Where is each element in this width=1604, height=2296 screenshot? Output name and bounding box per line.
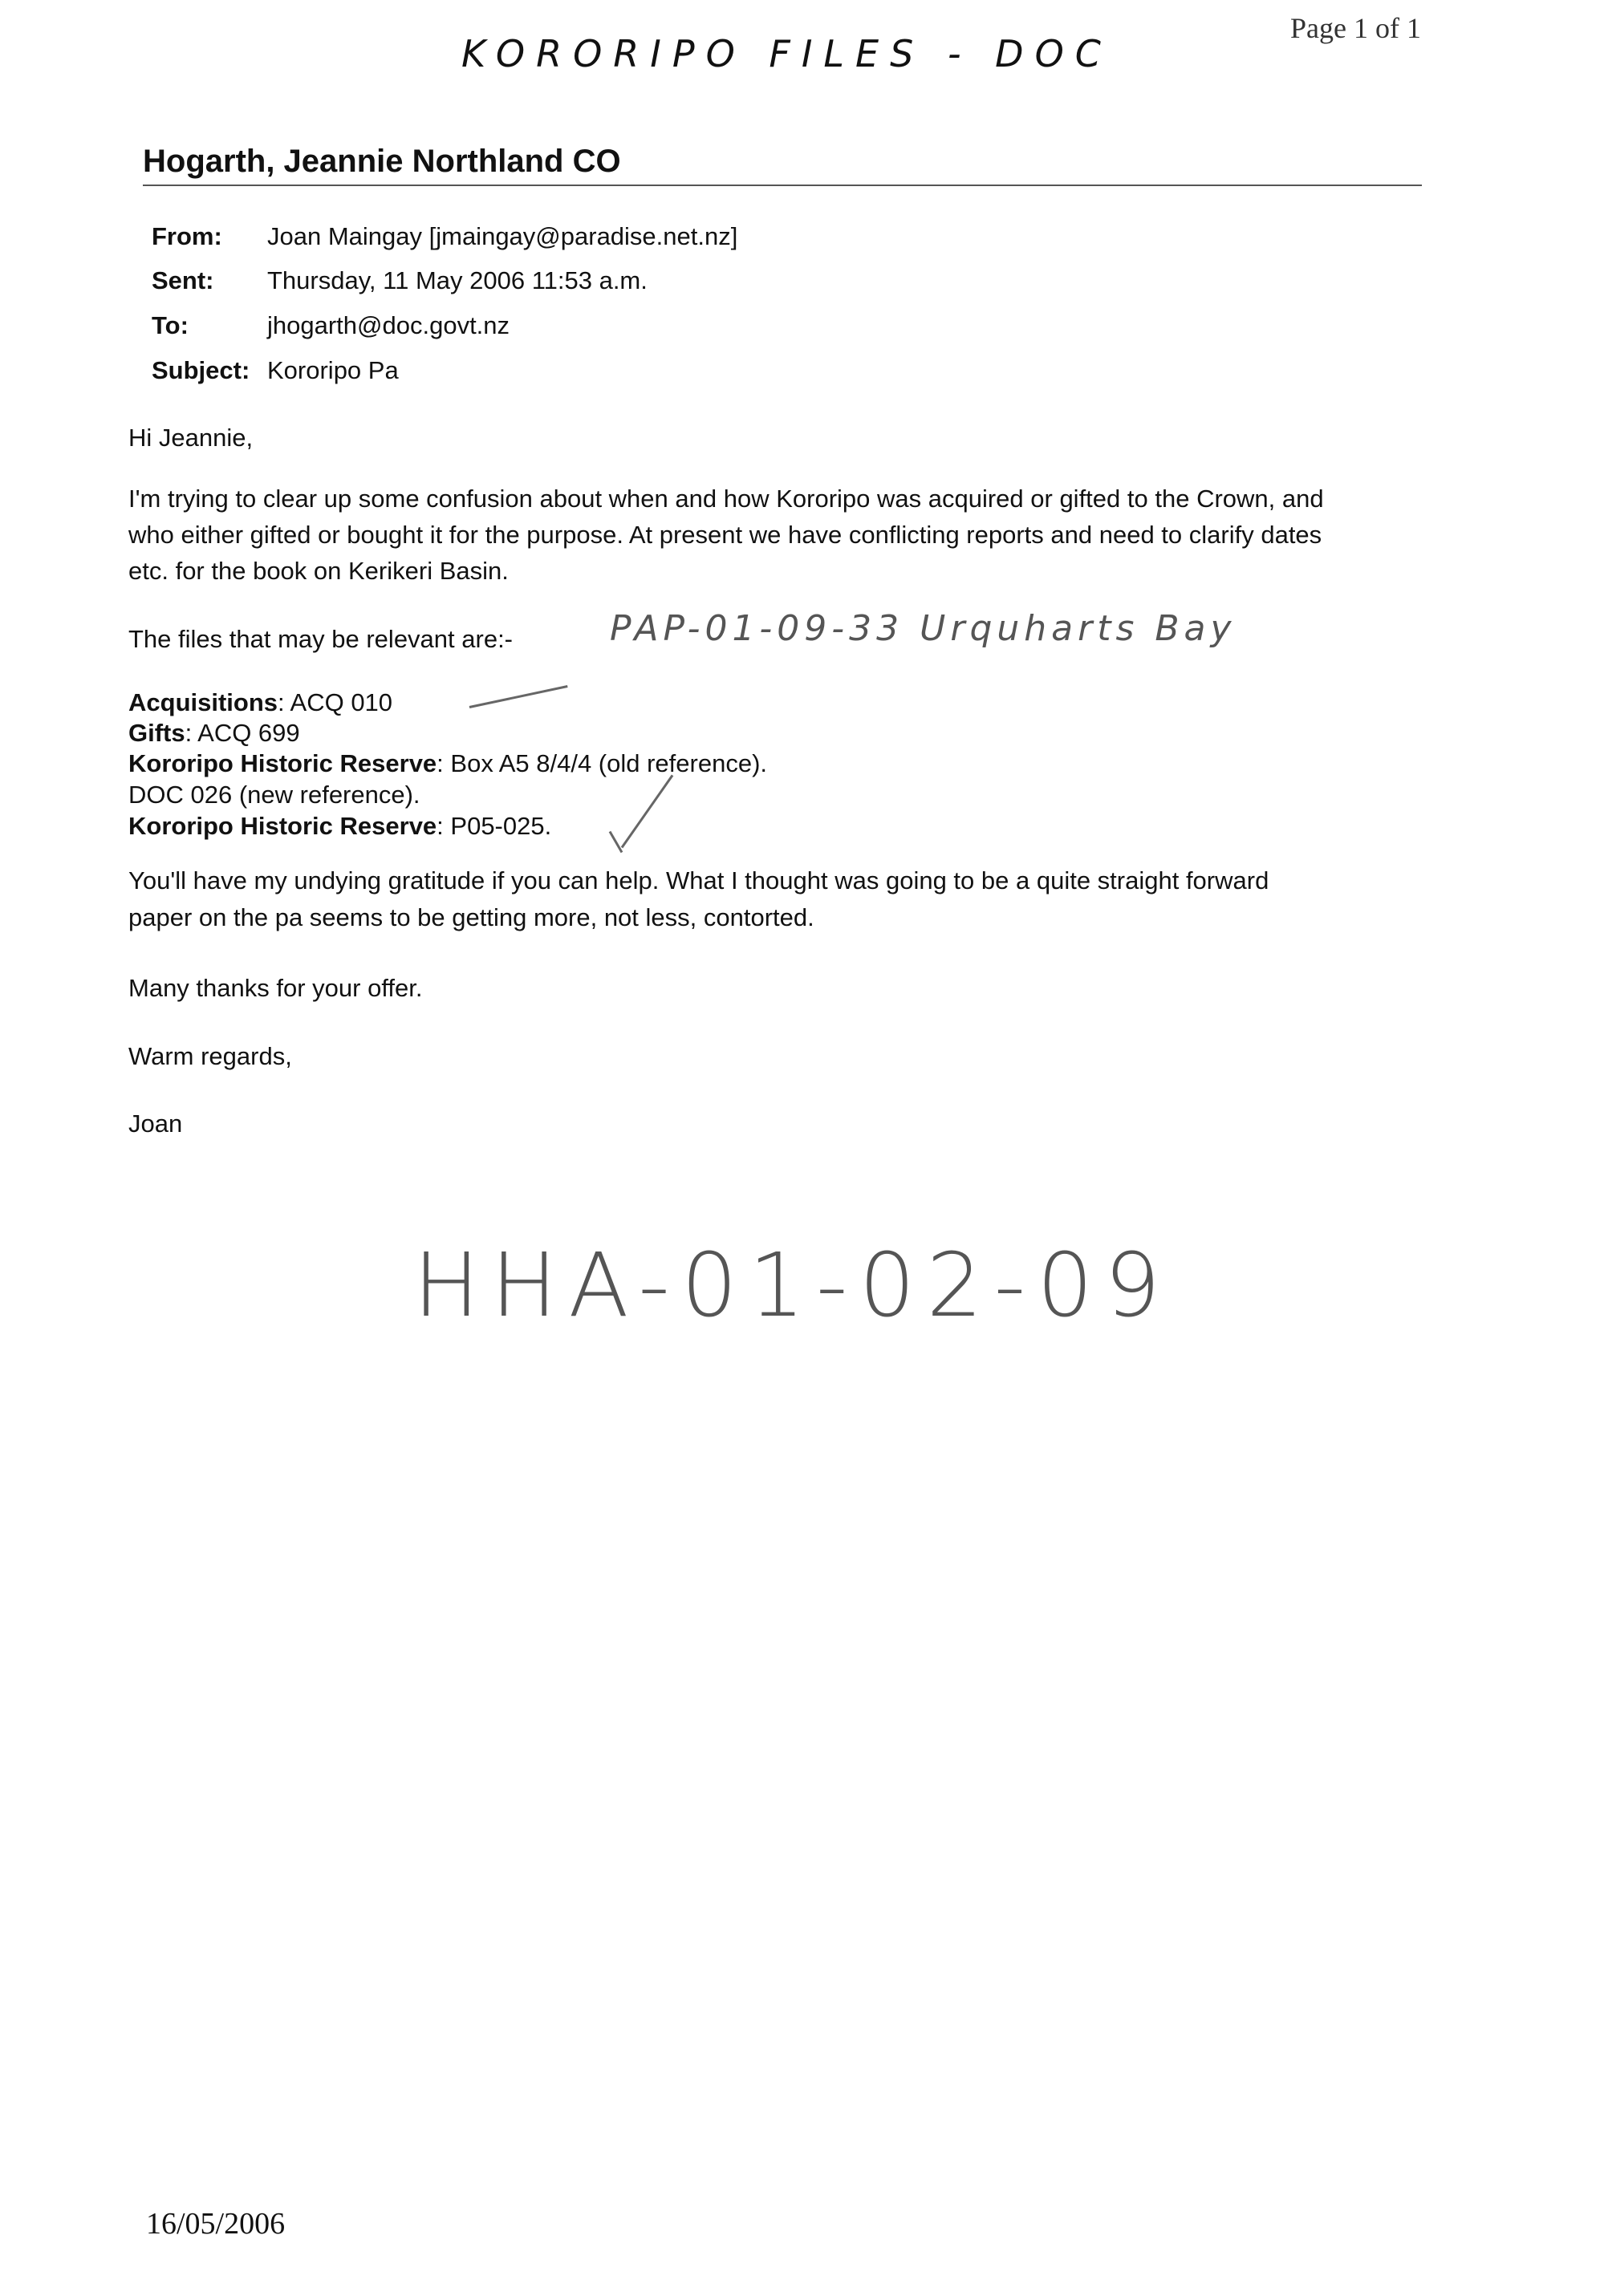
to-value: jhogarth@doc.govt.nz — [267, 311, 510, 339]
subject-value: Kororipo Pa — [267, 356, 399, 384]
subject-label: Subject: — [152, 356, 250, 384]
file-value: DOC 026 (new reference). — [128, 781, 420, 809]
title-divider — [143, 185, 1422, 186]
file-label: Gifts — [128, 719, 185, 747]
file-item-gifts — [128, 719, 300, 748]
page-indicator: Page 1 of 1 — [1290, 12, 1421, 44]
thanks-line: Many thanks for your offer. — [128, 974, 423, 1002]
paragraph-1-line-2: who either gifted or bought it for the purpose. At present we have conflicting reports and need to clarify dates — [128, 521, 1322, 549]
paragraph-1-line-3: etc. for the book on Kerikeri Basin. — [128, 557, 509, 585]
file-item-reserve-p05 — [128, 812, 551, 841]
greeting: Hi Jeannie, — [128, 424, 254, 452]
files-intro: The files that may be relevant are:- — [128, 625, 514, 653]
from-label: From: — [152, 222, 222, 250]
handwritten-bottom-note: HHA-01-02-09 — [413, 1234, 1172, 1337]
checkmark-short-stroke — [609, 831, 623, 853]
checkmark-long-stroke — [621, 775, 674, 849]
file-label: Kororipo Historic Reserve — [128, 812, 437, 840]
paragraph-1-line-1: I'm trying to clear up some confusion about when and how Kororipo was acquired or gifted to the Crown, and — [128, 485, 1324, 513]
paragraph-2-line-1: You'll have my undying gratitude if you can help. What I thought was going to be a quite straight forward — [128, 866, 1269, 894]
file-item-acquisitions — [128, 688, 392, 717]
handwritten-side-note: PAP-01-09-33 Urquharts Bay — [610, 608, 1237, 649]
file-value: : ACQ 699 — [185, 719, 300, 747]
from-value: Joan Maingay [jmaingay@paradise.net.nz] — [267, 222, 738, 250]
closing: Warm regards, — [128, 1042, 292, 1070]
mailbox-title: Hogarth, Jeannie Northland CO — [143, 144, 621, 179]
file-value: : Box A5 8/4/4 (old reference). — [437, 749, 768, 777]
file-item-doc — [128, 781, 420, 809]
sent-label: Sent: — [152, 266, 214, 294]
print-date: 16/05/2006 — [146, 2207, 286, 2241]
signature: Joan — [128, 1109, 183, 1138]
paragraph-2-line-2: paper on the pa seems to be getting more, not less, contorted. — [128, 903, 814, 931]
sent-value: Thursday, 11 May 2006 11:53 a.m. — [267, 266, 648, 294]
file-label: Acquisitions — [128, 688, 278, 716]
to-label: To: — [152, 311, 189, 339]
handwritten-dash — [469, 685, 568, 708]
file-value: : ACQ 010 — [278, 688, 393, 716]
file-label: Kororipo Historic Reserve — [128, 749, 437, 777]
file-value: : P05-025. — [437, 812, 552, 840]
handwritten-top-note: KORORIPO FILES - DOC — [461, 32, 1112, 75]
